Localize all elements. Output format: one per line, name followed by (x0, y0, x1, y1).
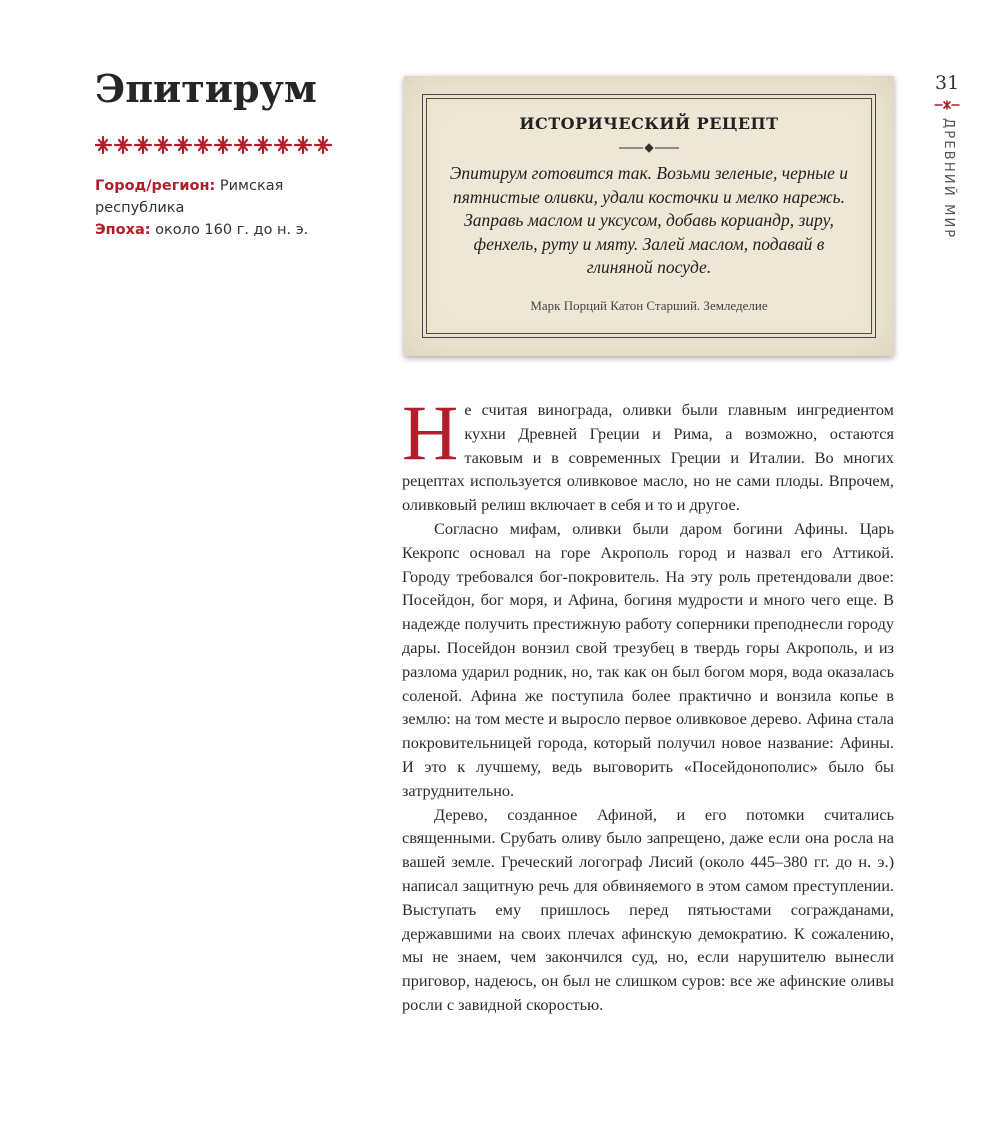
drop-cap: Н (402, 389, 459, 476)
quote-source: Марк Порций Катон Старший. Земледелие (530, 298, 768, 313)
historical-recipe-card (404, 76, 894, 356)
divider-ornament-icon (619, 143, 679, 153)
era-value: около 160 г. до н. э. (155, 222, 309, 238)
region-value: Римская республика (95, 178, 284, 216)
recipe-meta (95, 175, 325, 241)
era-label: Эпоха: (95, 222, 151, 238)
paragraph-1 (402, 389, 894, 517)
paragraph-3: Дерево, созданное Афиной, и его потомки считались священными. Срубать оливу было запрещено, даже если она росла на вашей земле. Греческий логограф Лисий (около 445–380 гг. до н. э.) написал защитную речь для обвиняемого в этом самом преступлении. Выступать ему пришлось перед пятьюстами согражданами, державшими на своих плечах афинскую демократию. К сожалению, мы не знаем, чем закончился суд, но, если нарушителю вынесли приговор, надеюсь, он был не слишком суров: все же афинские оливы росли с завидной скоростью. (402, 804, 894, 1014)
paragraph-1-text: е считая винограда, оливки были главным ингредиентом кухни Древней Греции и Рима, а возможно, остаются таковым и в современных Греции и Италии. Во многих рецептах используется оливковое масло, но не сами плоды. Впрочем, оливковый релиш включает в себя и то и другое. (402, 400, 894, 515)
ornament-icon (95, 136, 337, 154)
recipe-quote: Эпитирум готовится так. Возьми зеленые, черные и пятнистые оливки, удали косточки и мелко нарежь. Заправь маслом и уксусом, добавь кориандр, зиру, фенхель, руту и мяту. Залей маслом, подавай в глиняной посуде. (449, 163, 849, 278)
page-title: Эпитирум (95, 66, 317, 111)
side-ornament-icon (934, 100, 960, 110)
card-heading: ИСТОРИЧЕСКИЙ РЕЦЕПТ (519, 114, 779, 133)
paragraph-2: Согласно мифам, оливки были даром богини Афины. Царь Кекропс основал на горе Акрополь город и назвал его Аттикой. Городу требовался бог-покровитель. На эту роль претендовали двое: Посейдон, бог моря, и Афина, богиня мудрости и много чего еще. В надежде получить престижную работу соперники преподнесли городу дары. Посейдон вонзил свой трезубец в твердь горы Акрополь, и из разлома ударил родник, но, так как он был богом моря, вода оказалась соленой. Афина же поступила более практично и вонзила копье в землю: на том месте и выросло первое оливковое дерево. Афина стала покровительницей города, который получил новое название: Афины. И это к лучшему, ведь выговорить «Посейдонополис» было бы затруднительно. (402, 518, 894, 800)
region-row (95, 175, 325, 219)
era-row (95, 219, 325, 241)
page-number: 31 (935, 72, 960, 94)
region-label: Город/регион: (95, 178, 216, 194)
article-body (402, 389, 894, 1017)
section-label: ДРЕВНИЙ МИР (941, 118, 956, 240)
